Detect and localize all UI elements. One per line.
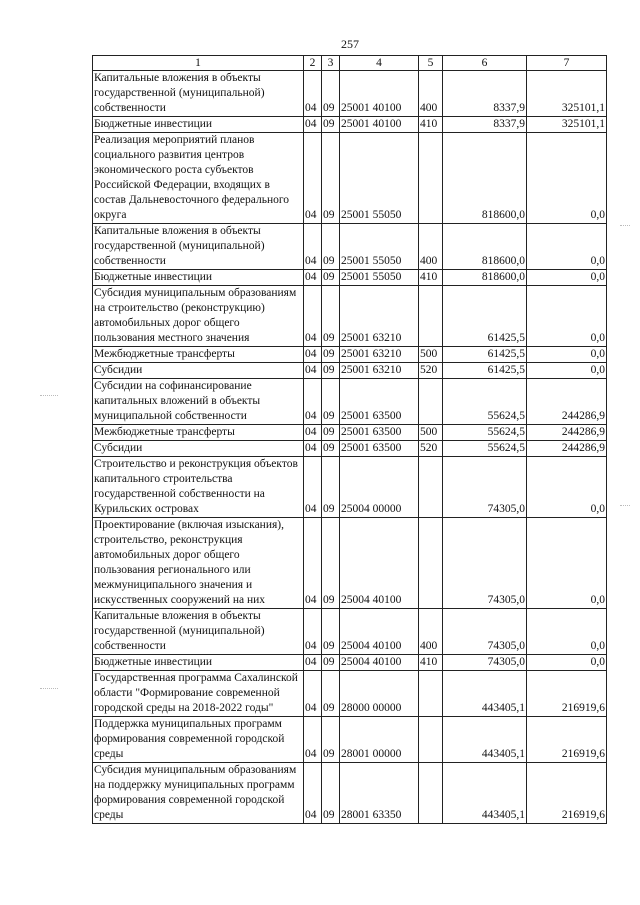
row-col-6: 74305,0 [443, 457, 527, 518]
table-row [93, 347, 607, 363]
row-col-7: 0,0 [527, 224, 607, 270]
row-col-6: 55624,5 [443, 441, 527, 457]
row-col-3: 09 [322, 441, 340, 457]
row-col-7: 0,0 [527, 655, 607, 671]
header-col-2: 2 [304, 56, 322, 71]
row-col-6: 74305,0 [443, 655, 527, 671]
row-col-6: 443405,1 [443, 717, 527, 763]
row-col-5 [419, 457, 443, 518]
row-name: Субсидии [93, 441, 304, 457]
row-col-6: 8337,9 [443, 71, 527, 117]
row-col-4: 28000 00000 [340, 671, 419, 717]
row-col-4: 25004 40100 [340, 655, 419, 671]
row-col-7: 244286,9 [527, 425, 607, 441]
row-col-3: 09 [322, 671, 340, 717]
row-col-5: 400 [419, 224, 443, 270]
row-col-6: 55624,5 [443, 425, 527, 441]
row-col-4: 25001 63500 [340, 441, 419, 457]
table-row [93, 441, 607, 457]
row-name: Межбюджетные трансферты [93, 347, 304, 363]
row-col-7: 216919,6 [527, 763, 607, 824]
table-row [93, 363, 607, 379]
row-col-2: 04 [304, 363, 322, 379]
row-name: Бюджетные инвестиции [93, 655, 304, 671]
row-name: Субсидии [93, 363, 304, 379]
table-row [93, 655, 607, 671]
row-col-7: 0,0 [527, 347, 607, 363]
table-row [93, 286, 607, 347]
table-row [93, 224, 607, 270]
row-col-5: 410 [419, 270, 443, 286]
table-header-row [93, 56, 607, 71]
row-col-2: 04 [304, 117, 322, 133]
row-col-4: 25001 63500 [340, 379, 419, 425]
row-col-5: 400 [419, 71, 443, 117]
row-name: Капитальные вложения в объекты государственной (муниципальной) собственности [93, 71, 304, 117]
row-name: Проектирование (включая изыскания), строительство, реконструкция автомобильных дорог общего пользования регионального или межмуниципального значения и искусственных сооружений на них [93, 518, 304, 609]
row-col-3: 09 [322, 286, 340, 347]
row-col-4: 28001 00000 [340, 717, 419, 763]
table-row [93, 270, 607, 286]
row-col-6: 61425,5 [443, 347, 527, 363]
row-name: Бюджетные инвестиции [93, 270, 304, 286]
row-col-3: 09 [322, 518, 340, 609]
row-col-7: 0,0 [527, 286, 607, 347]
row-name: Субсидия муниципальным образованиям на поддержку муниципальных программ формирования современной городской среды [93, 763, 304, 824]
header-col-7: 7 [527, 56, 607, 71]
row-col-4: 25004 40100 [340, 518, 419, 609]
row-col-3: 09 [322, 71, 340, 117]
row-col-5 [419, 717, 443, 763]
row-col-5: 500 [419, 347, 443, 363]
row-col-5 [419, 133, 443, 224]
row-col-2: 04 [304, 655, 322, 671]
row-col-5 [419, 286, 443, 347]
row-col-6: 55624,5 [443, 379, 527, 425]
row-col-2: 04 [304, 133, 322, 224]
row-col-6: 443405,1 [443, 763, 527, 824]
table-row [93, 457, 607, 518]
row-col-6: 74305,0 [443, 609, 527, 655]
header-col-5: 5 [419, 56, 443, 71]
table-row [93, 425, 607, 441]
table-row [93, 379, 607, 425]
row-col-6: 818600,0 [443, 133, 527, 224]
row-col-6: 8337,9 [443, 117, 527, 133]
row-name: Субсидии на софинансирование капитальных вложений в объекты муниципальной собственности [93, 379, 304, 425]
row-col-5 [419, 763, 443, 824]
table-row [93, 671, 607, 717]
row-col-2: 04 [304, 286, 322, 347]
row-col-2: 04 [304, 71, 322, 117]
row-col-4: 25001 55050 [340, 133, 419, 224]
row-col-7: 244286,9 [527, 379, 607, 425]
row-col-7: 244286,9 [527, 441, 607, 457]
row-col-4: 25001 40100 [340, 71, 419, 117]
row-col-3: 09 [322, 763, 340, 824]
row-col-4: 25001 63500 [340, 425, 419, 441]
header-col-1: 1 [93, 56, 304, 71]
table-row [93, 133, 607, 224]
row-col-5 [419, 518, 443, 609]
page-number: 257 [341, 37, 359, 51]
row-col-5: 400 [419, 609, 443, 655]
margin-mark [40, 688, 58, 689]
row-col-6: 61425,5 [443, 286, 527, 347]
table-row [93, 71, 607, 117]
row-col-2: 04 [304, 270, 322, 286]
row-name: Межбюджетные трансферты [93, 425, 304, 441]
row-col-6: 74305,0 [443, 518, 527, 609]
row-name: Капитальные вложения в объекты государственной (муниципальной) собственности [93, 609, 304, 655]
row-name: Поддержка муниципальных программ формирования современной городской среды [93, 717, 304, 763]
row-col-3: 09 [322, 363, 340, 379]
header-col-4: 4 [340, 56, 419, 71]
row-col-4: 25001 40100 [340, 117, 419, 133]
row-col-3: 09 [322, 379, 340, 425]
row-col-5: 410 [419, 117, 443, 133]
row-col-2: 04 [304, 457, 322, 518]
table-row [93, 609, 607, 655]
table-row [93, 763, 607, 824]
budget-table [92, 55, 607, 824]
row-col-3: 09 [322, 655, 340, 671]
row-col-3: 09 [322, 224, 340, 270]
row-col-7: 0,0 [527, 457, 607, 518]
row-col-2: 04 [304, 717, 322, 763]
row-col-6: 818600,0 [443, 270, 527, 286]
row-name: Бюджетные инвестиции [93, 117, 304, 133]
row-col-7: 0,0 [527, 133, 607, 224]
header-col-3: 3 [322, 56, 340, 71]
row-col-5: 410 [419, 655, 443, 671]
row-col-2: 04 [304, 518, 322, 609]
row-col-3: 09 [322, 717, 340, 763]
row-col-4: 25001 55050 [340, 224, 419, 270]
table-row [93, 717, 607, 763]
header-col-6: 6 [443, 56, 527, 71]
row-col-7: 325101,1 [527, 71, 607, 117]
row-col-5: 520 [419, 441, 443, 457]
row-col-4: 25001 63210 [340, 363, 419, 379]
row-col-2: 04 [304, 671, 322, 717]
row-name: Строительство и реконструкция объектов капитального строительства государственной собственности на Курильских островах [93, 457, 304, 518]
row-col-2: 04 [304, 609, 322, 655]
row-col-3: 09 [322, 117, 340, 133]
margin-mark [40, 395, 58, 396]
margin-mark [620, 225, 630, 226]
row-col-3: 09 [322, 457, 340, 518]
row-col-5 [419, 379, 443, 425]
row-col-2: 04 [304, 441, 322, 457]
row-col-4: 25001 63210 [340, 347, 419, 363]
row-col-7: 0,0 [527, 363, 607, 379]
row-name: Капитальные вложения в объекты государственной (муниципальной) собственности [93, 224, 304, 270]
row-col-7: 325101,1 [527, 117, 607, 133]
row-col-2: 04 [304, 763, 322, 824]
table-row [93, 117, 607, 133]
row-col-4: 25004 40100 [340, 609, 419, 655]
row-col-3: 09 [322, 609, 340, 655]
row-col-4: 25001 63210 [340, 286, 419, 347]
row-name: Государственная программа Сахалинской области "Формирование современной городской среды на 2018-2022 годы" [93, 671, 304, 717]
row-col-4: 25004 00000 [340, 457, 419, 518]
row-col-5: 500 [419, 425, 443, 441]
row-col-2: 04 [304, 224, 322, 270]
row-col-5: 520 [419, 363, 443, 379]
row-col-3: 09 [322, 270, 340, 286]
row-col-3: 09 [322, 133, 340, 224]
row-col-3: 09 [322, 425, 340, 441]
row-col-6: 61425,5 [443, 363, 527, 379]
row-col-2: 04 [304, 379, 322, 425]
row-col-6: 443405,1 [443, 671, 527, 717]
row-col-2: 04 [304, 347, 322, 363]
row-col-4: 25001 55050 [340, 270, 419, 286]
row-col-3: 09 [322, 347, 340, 363]
row-col-6: 818600,0 [443, 224, 527, 270]
row-col-7: 0,0 [527, 609, 607, 655]
row-col-7: 216919,6 [527, 671, 607, 717]
row-name: Субсидия муниципальным образованиям на строительство (реконструкцию) автомобильных дорог общего пользования местного значения [93, 286, 304, 347]
row-col-7: 216919,6 [527, 717, 607, 763]
row-col-2: 04 [304, 425, 322, 441]
margin-mark [620, 505, 630, 506]
row-col-7: 0,0 [527, 518, 607, 609]
row-col-7: 0,0 [527, 270, 607, 286]
row-col-5 [419, 671, 443, 717]
table-row [93, 518, 607, 609]
row-name: Реализация мероприятий планов социального развития центров экономического роста субъектов Российской Федерации, входящих в состав Дальневосточного федерального округа [93, 133, 304, 224]
row-col-4: 28001 63350 [340, 763, 419, 824]
